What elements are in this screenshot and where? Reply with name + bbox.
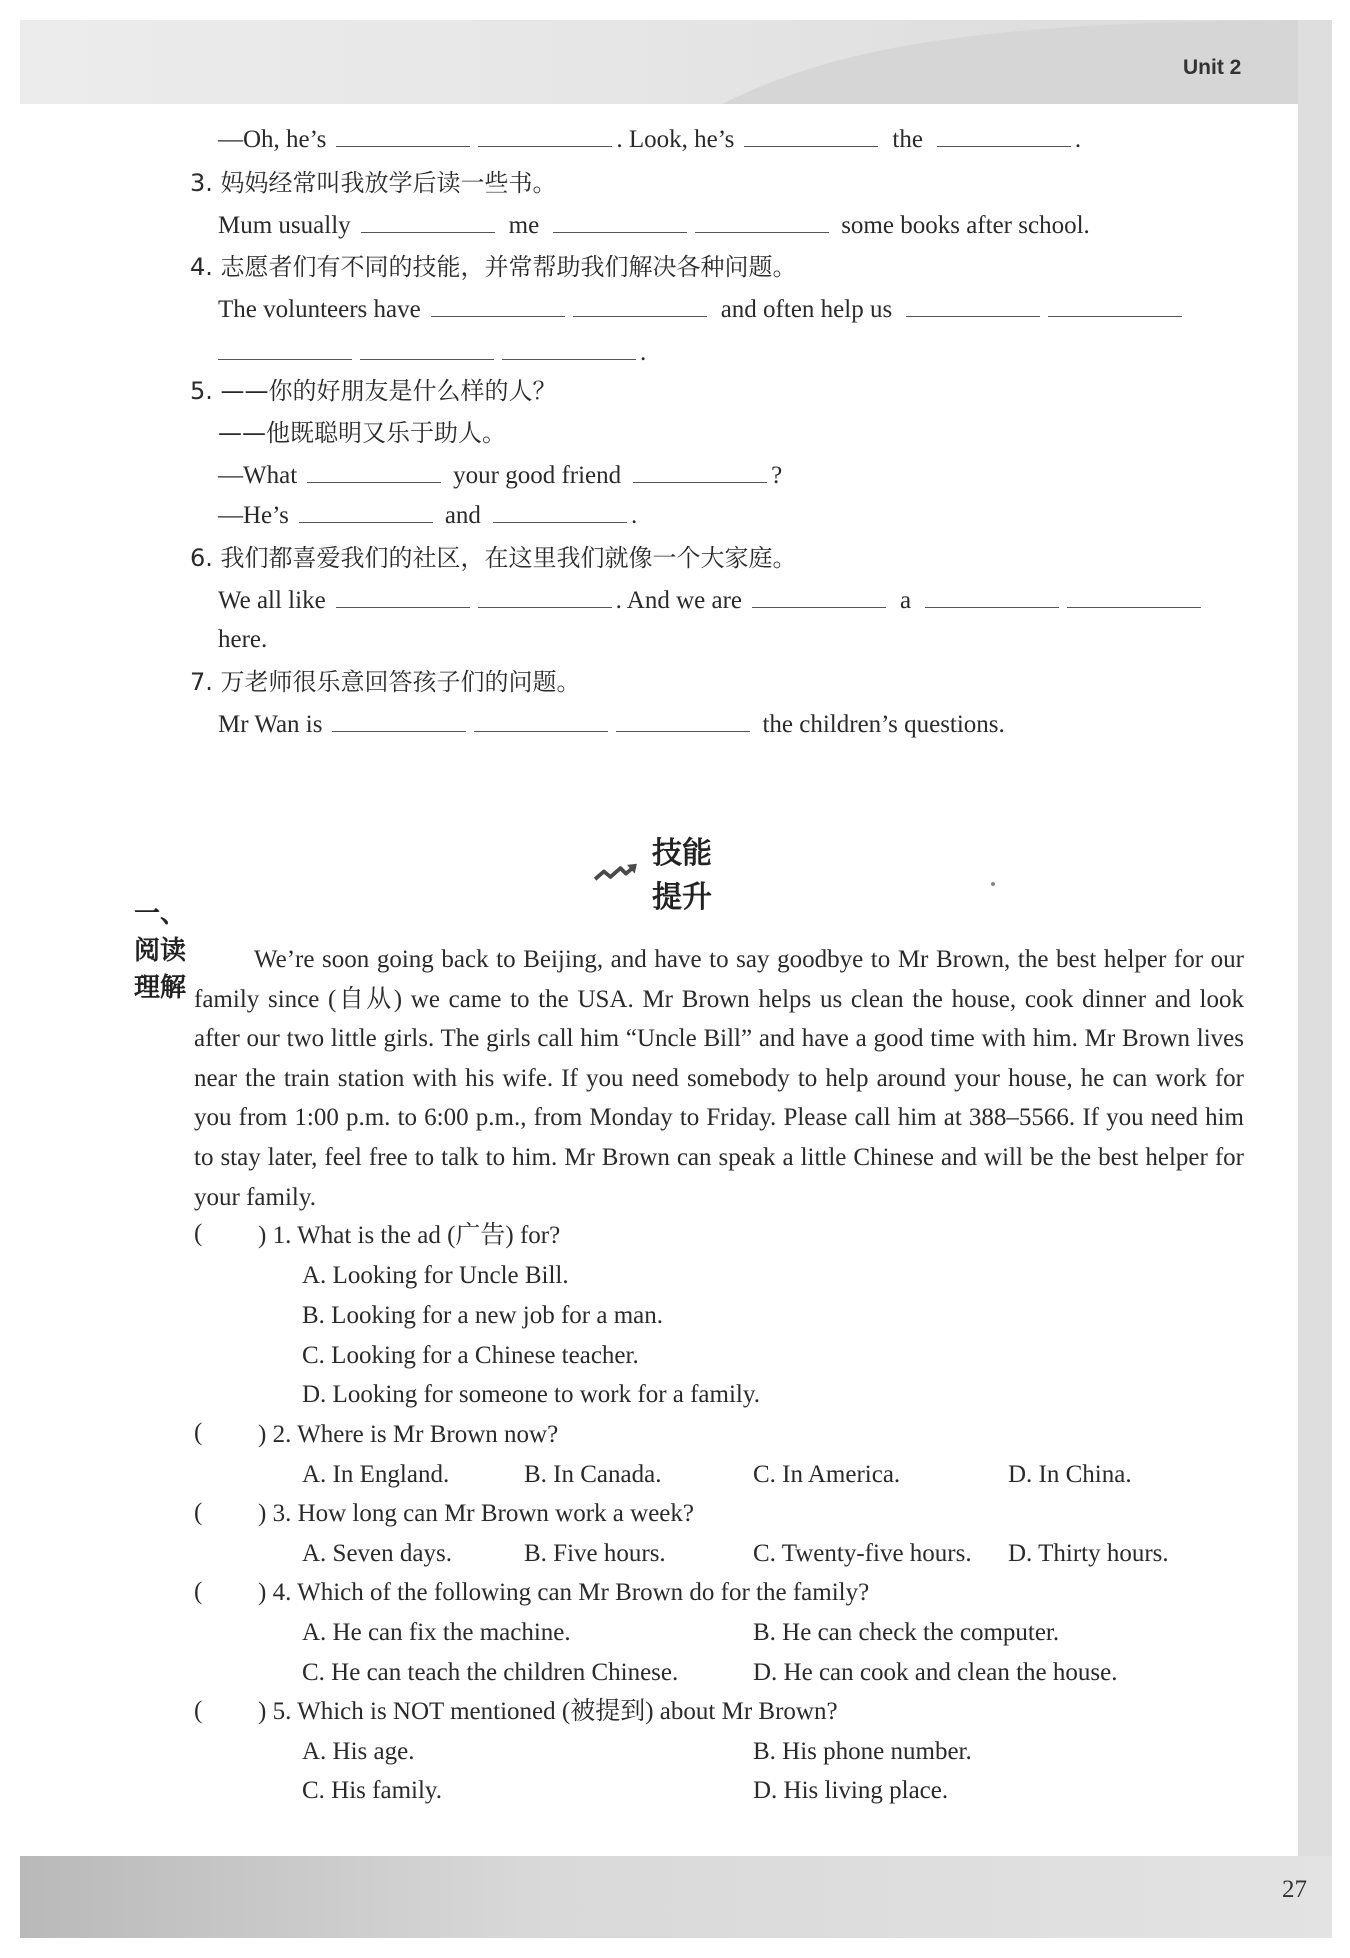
question-5-line-2 [218,499,637,533]
answer-paren[interactable]: ( [194,1499,203,1526]
prompt-text: —Oh, he’s [218,126,327,153]
answer-blank[interactable] [332,730,466,732]
question-6-chinese: 6. 我们都喜爱我们的社区，在这里我们就像一个大家庭。 [190,544,797,572]
answer-blank[interactable] [299,521,433,523]
prompt-text: and [444,502,481,529]
option-c[interactable]: C. Looking for a Chinese teacher. [302,1342,639,1369]
prompt-text: —What [218,462,298,489]
option-b[interactable]: B. His phone number. [753,1738,972,1765]
answer-blank[interactable] [937,145,1071,147]
prompt-text: . And we are [615,587,743,614]
prompt-text: Mr Wan is [218,711,323,738]
question-4-line [218,293,1186,327]
option-b[interactable]: B. Five hours. [524,1540,666,1567]
prompt-text: . [1074,126,1082,153]
answer-blank[interactable] [573,315,707,317]
option-d[interactable]: D. He can cook and clean the house. [753,1659,1118,1686]
answer-blank[interactable] [1067,606,1201,608]
answer-blank[interactable] [493,521,627,523]
reading-passage [194,940,1244,1217]
page-number: 27 [1282,1876,1307,1903]
option-b[interactable]: B. He can check the computer. [753,1619,1060,1646]
prompt-text: The volunteers have [218,296,421,323]
part-title: 一、阅读理解 [134,899,187,1003]
prompt-text: your good friend [453,462,622,489]
prompt-text: the [892,126,923,153]
option-a[interactable]: A. Looking for Uncle Bill. [302,1262,569,1289]
prompt-text: We all like [218,587,326,614]
prompt-text: —He’s [218,502,289,529]
question-6-line [218,584,1205,618]
option-b[interactable]: B. Looking for a new job for a man. [302,1302,664,1329]
question-7-chinese: 7. 万老师很乐意回答孩子们的问题。 [190,668,581,696]
answer-blank[interactable] [336,606,470,608]
answer-blank[interactable] [616,730,750,732]
trend-arrow-icon [594,855,638,889]
option-a[interactable]: A. Seven days. [302,1540,452,1567]
answer-blank[interactable] [478,145,612,147]
answer-blank[interactable] [752,606,886,608]
option-d[interactable]: D. His living place. [753,1777,949,1804]
prompt-text: a [900,587,912,614]
question-5-chinese: 5. ——你的好朋友是什么样的人？ [190,377,557,405]
prompt-text: Mum usually [218,212,351,239]
stray-dot [991,882,995,886]
question-4-line-2 [218,336,646,370]
prompt-text: . [640,339,647,366]
option-d[interactable]: D. In China. [1008,1461,1132,1488]
footer-band [20,1856,1332,1938]
answer-blank[interactable] [925,606,1059,608]
right-margin-bar [1298,20,1332,1938]
question-3-chinese: 3. 妈妈经常叫我放学后读一些书。 [190,169,557,197]
answer-blank[interactable] [307,481,441,483]
option-c[interactable]: C. He can teach the children Chinese. [302,1659,679,1686]
option-a[interactable]: A. His age. [302,1738,415,1765]
header-band [20,20,1332,104]
answer-paren[interactable]: ( [194,1220,203,1247]
prompt-text: . [630,502,638,529]
answer-blank[interactable] [633,481,767,483]
question-3-line [218,209,1090,243]
answer-blank[interactable] [361,231,495,233]
prompt-text: and often help us [720,296,893,323]
answer-blank[interactable] [431,315,565,317]
option-d[interactable]: D. Thirty hours. [1008,1540,1169,1567]
option-c[interactable]: C. Twenty-five hours. [753,1540,972,1567]
answer-blank[interactable] [478,606,612,608]
option-a[interactable]: A. In England. [302,1461,450,1488]
answer-blank[interactable] [1048,315,1182,317]
option-c[interactable]: C. His family. [302,1777,443,1804]
unit-label: Unit 2 [1183,56,1242,79]
answer-blank[interactable] [553,231,687,233]
answer-blank[interactable] [744,145,878,147]
answer-paren[interactable]: ( [194,1419,203,1446]
passage-text: We’re soon going back to Beijing, and have to say goodbye to Mr Brown, the best helper for our family since (自从) we came to the USA. Mr Brown helps us clean the house, cook dinner and look after our two little girls. The girls call him “Uncle Bill” and have a good time with him. Mr Brown lives near the train station with his wife. If you need somebody to help around your house, he can work for you from 1:00 p.m. to 6:00 p.m., from Monday to Friday. Please call him at 388–5566. If you need him to stay later, feel free to talk to him. Mr Brown can speak a little Chinese and will be the best helper for your family. [194,946,1244,1211]
question-text: ) 3. How long can Mr Brown work a week? [258,1500,694,1527]
prompt-text: the children’s questions. [762,711,1005,738]
section-heading [594,828,718,916]
question-4-chinese: 4. 志愿者们有不同的技能，并常帮助我们解决各种问题。 [190,253,797,281]
answer-blank[interactable] [336,145,470,147]
question-7-line [218,708,1005,742]
prompt-text: ? [771,462,783,489]
answer-blank[interactable] [906,315,1040,317]
answer-blank[interactable] [218,358,352,360]
answer-blank[interactable] [474,730,608,732]
question-6-line-2: here. [218,626,268,653]
answer-blank[interactable] [695,231,829,233]
option-d[interactable]: D. Looking for someone to work for a family. [302,1381,760,1408]
question-text: ) 4. Which of the following can Mr Brown do for the family? [258,1579,870,1606]
prompt-text: some books after school. [841,212,1090,239]
question-text: ) 5. Which is NOT mentioned (被提到) about Mr Brown? [258,1698,838,1725]
section-title: 技能提升 [652,836,712,915]
answer-paren[interactable]: ( [194,1578,203,1605]
question-5-line [218,459,782,493]
answer-blank[interactable] [360,358,494,360]
prompt-text: . Look, he’s [616,126,735,153]
question-text: ) 1. What is the ad (广告) for? [258,1222,561,1249]
option-a[interactable]: A. He can fix the machine. [302,1619,571,1646]
answer-line [218,123,1081,157]
question-text: ) 2. Where is Mr Brown now? [258,1421,559,1448]
question-5-chinese-2: ——他既聪明又乐于助人。 [218,419,506,447]
option-c[interactable]: C. In America. [753,1461,901,1488]
answer-paren[interactable]: ( [194,1697,203,1724]
option-b[interactable]: B. In Canada. [524,1461,662,1488]
prompt-text: me [508,212,540,239]
answer-blank[interactable] [502,358,636,360]
